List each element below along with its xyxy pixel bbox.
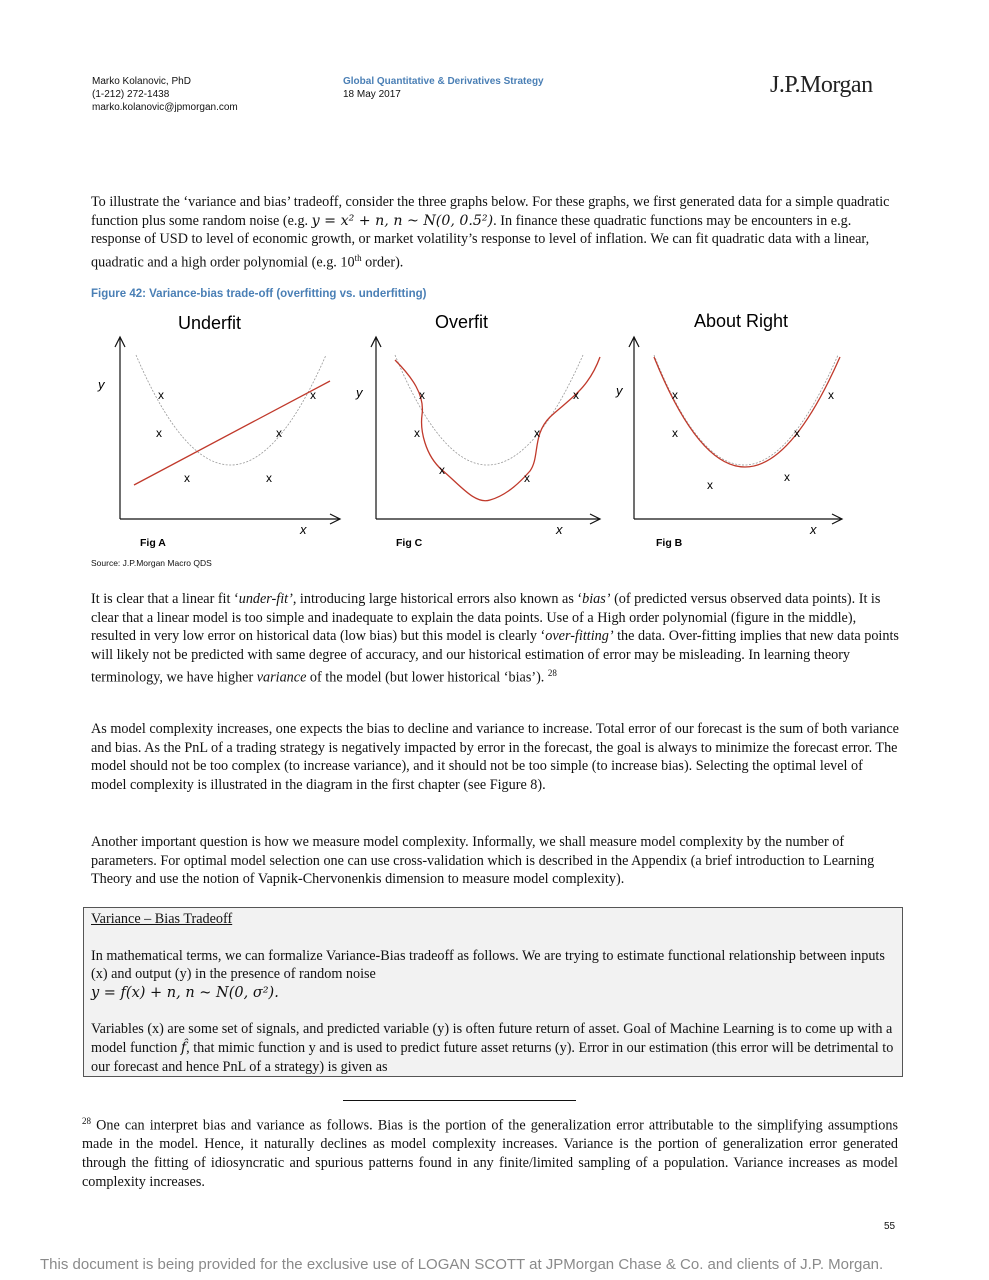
footnote bbox=[82, 1112, 898, 1191]
figure-title: Figure 42: Variance-bias trade-off (overfitting vs. underfitting) bbox=[91, 288, 427, 300]
point-a5: x bbox=[276, 426, 282, 440]
strategy-name: Global Quantitative & Derivatives Strategy bbox=[343, 76, 544, 87]
jpmorgan-logo: J.P.Morgan bbox=[770, 72, 873, 98]
point-c2: x bbox=[414, 426, 420, 440]
point-b6: x bbox=[828, 388, 834, 402]
p2-text-e: of the model (but lower historical ‘bias’). bbox=[306, 670, 548, 687]
paragraph-bias bbox=[91, 590, 899, 688]
box-model-function: f̂ bbox=[180, 1039, 187, 1056]
panel-title-underfit: Underfit bbox=[178, 313, 242, 333]
footnote-ref: 28 bbox=[547, 668, 557, 679]
author-name: Marko Kolanovic, PhD bbox=[92, 76, 191, 87]
point-a6: x bbox=[310, 388, 316, 402]
intro-paragraph bbox=[91, 193, 899, 272]
author-email: marko.kolanovic@jpmorgan.com bbox=[92, 102, 238, 113]
footnote-text: One can interpret bias and variance as follows. Bias is the portion of the generalization error attributable to the simplifying assumptions made in the model. Hence, it naturally declines as model complexity increases. Variance is the portion of generalization error generated through the fitting of idiosyncratic and spurious patterns found in any finite/limited sampling of a population. Variance increases as model complexity increases. bbox=[82, 1117, 898, 1190]
x-label-b: x bbox=[810, 522, 817, 537]
point-a1: x bbox=[158, 388, 164, 402]
point-c1: x bbox=[419, 388, 425, 402]
figure-panels bbox=[90, 305, 620, 555]
header-center bbox=[343, 75, 544, 101]
panel-underfit bbox=[97, 313, 340, 549]
figure-source: Source: J.P.Morgan Macro QDS bbox=[91, 558, 212, 568]
intro-text-1: To illustrate the ‘variance and bias’ tradeoff, consider the three graphs below. For these graphs, we first generated data for a simple quadratic function plus some random noise (e.g. bbox=[91, 194, 890, 229]
paragraph-complexity: As model complexity increases, one expects the bias to decline and variance to increase. Total error of our forecast is the sum of both variance and bias. As the PnL of a trading strategy is negatively impacted by error in the forecast, the goal is always to minimize the forecast error. The model should not be too complex (to increase variance), and it should not be too simple (to increase bias). Selecting the optimal level of model complexity is illustrated in the diagram in the first chapter (see Figure 8). bbox=[91, 721, 899, 793]
true-curve-b bbox=[654, 355, 838, 465]
fig-label-b: Fig B bbox=[656, 537, 683, 549]
panel-overfit bbox=[355, 312, 600, 549]
box-equation: y = f(x) + n, n ~ N(0, σ²). bbox=[91, 984, 279, 1001]
p2-italic-3: over-fitting’ bbox=[545, 628, 614, 645]
box-title: Variance – Bias Tradeoff bbox=[91, 911, 233, 927]
point-b2: x bbox=[672, 426, 678, 440]
point-b4: x bbox=[784, 470, 790, 484]
disclaimer: This document is being provided for the exclusive use of LOGAN SCOTT at JPMorgan Chase & Co. and clients of J.P. Morgan. bbox=[40, 1256, 884, 1273]
paragraph-measure: Another important question is how we measure model complexity. Informally, we shall measure model complexity by the number of parameters. For optimal model selection one can use cross-validation which is described in the Appendix (a brief introduction to Learning Theory and use the notion of Vapnik-Chervonenkis dimension to measure model complexity). bbox=[91, 834, 875, 888]
p2-text-a: It is clear that a linear fit ‘ bbox=[91, 591, 239, 607]
p2-italic-2: bias’ bbox=[582, 591, 611, 607]
point-c3: x bbox=[439, 463, 445, 477]
intro-text-2: . In finance these quadratic functions may be encounters in e.g. response of USD to level of economic growth, or market volatility’s response to level of inflation. We can fit quadratic data with a linear, quadratic and a high order polynomial (e.g. 10 bbox=[91, 212, 870, 271]
author-block bbox=[92, 75, 238, 114]
intro-text-3: order). bbox=[361, 254, 404, 271]
point-b1: x bbox=[672, 388, 678, 402]
box-spacer-1 bbox=[91, 929, 896, 947]
panel-about-right bbox=[615, 311, 842, 549]
y-label-b: y bbox=[616, 383, 623, 398]
intro-equation: y = x² + n, n ~ N(0, 0.5²) bbox=[311, 212, 494, 229]
p2-italic-1: under-fit’ bbox=[238, 591, 293, 607]
point-c4: x bbox=[524, 471, 530, 485]
true-curve-c bbox=[395, 355, 583, 465]
fig-label-c: Fig C bbox=[396, 537, 423, 549]
point-c5: x bbox=[534, 426, 540, 440]
p2-text-c: (of predicted versus observed data points). It is clear that a linear model is too simple and inadequate to explain the data points. Use of a High order polynomial (figure in the middle), resulted in very low error on historical data (low bias) but this model is clearly ‘ bbox=[91, 591, 881, 645]
box-content bbox=[91, 910, 896, 1076]
x-label-a: x bbox=[300, 522, 307, 537]
point-b3: x bbox=[707, 478, 713, 492]
true-curve-a bbox=[136, 355, 326, 465]
point-c6: x bbox=[573, 388, 579, 402]
panel-title-about-right: About Right bbox=[694, 311, 789, 331]
point-b5: x bbox=[794, 426, 800, 440]
box-paragraph-2 bbox=[91, 1020, 896, 1076]
polynomial-fit-curve bbox=[395, 357, 600, 501]
intro-superscript: th bbox=[354, 252, 362, 263]
report-date: 18 May 2017 bbox=[343, 89, 401, 100]
y-label-a: y bbox=[98, 377, 105, 392]
footnote-number: 28 bbox=[82, 1116, 91, 1126]
box-spacer-2 bbox=[91, 1002, 896, 1020]
box-p2-text-a: Variables (x) are some set of signals, and predicted variable (y) is often future return of asset. Goal of Machine Learning is to come up with a model function bbox=[91, 1021, 893, 1056]
panel-title-overfit: Overfit bbox=[435, 312, 489, 332]
point-a4: x bbox=[266, 471, 272, 485]
quadratic-fit-curve bbox=[654, 357, 840, 467]
box-p2-text-b: , that mimic function y and is used to predict future asset returns (y). Error in our estimation (this error will be detrimental to our forecast and hence PnL of a strategy) is given as bbox=[91, 1039, 894, 1075]
box-paragraph-1: In mathematical terms, we can formalize Variance-Bias tradeoff as follows. We are trying to estimate functional relationship between inputs (x) and output (y) in the presence of random noise bbox=[91, 947, 885, 983]
p2-italic-4: variance bbox=[256, 670, 307, 687]
figure-panel-right bbox=[616, 305, 860, 555]
point-a2: x bbox=[156, 426, 162, 440]
variance-bias-box bbox=[83, 907, 903, 1077]
p2-text-b: , introducing large historical errors also known as ‘ bbox=[292, 591, 583, 607]
y-label-c: y bbox=[356, 385, 363, 400]
author-phone: (1-212) 272-1438 bbox=[92, 89, 170, 100]
x-label-c: x bbox=[556, 522, 563, 537]
page-number: 55 bbox=[884, 1221, 896, 1232]
footnote-rule bbox=[343, 1100, 576, 1101]
fig-label-a: Fig A bbox=[140, 537, 166, 549]
p2-text-d: the data. Over-fitting implies that new data points will likely not be predicted with same degree of accuracy, and our historical estimation of error may be misleading. In learning theory terminology, we have higher bbox=[91, 628, 899, 687]
point-a3: x bbox=[184, 471, 190, 485]
